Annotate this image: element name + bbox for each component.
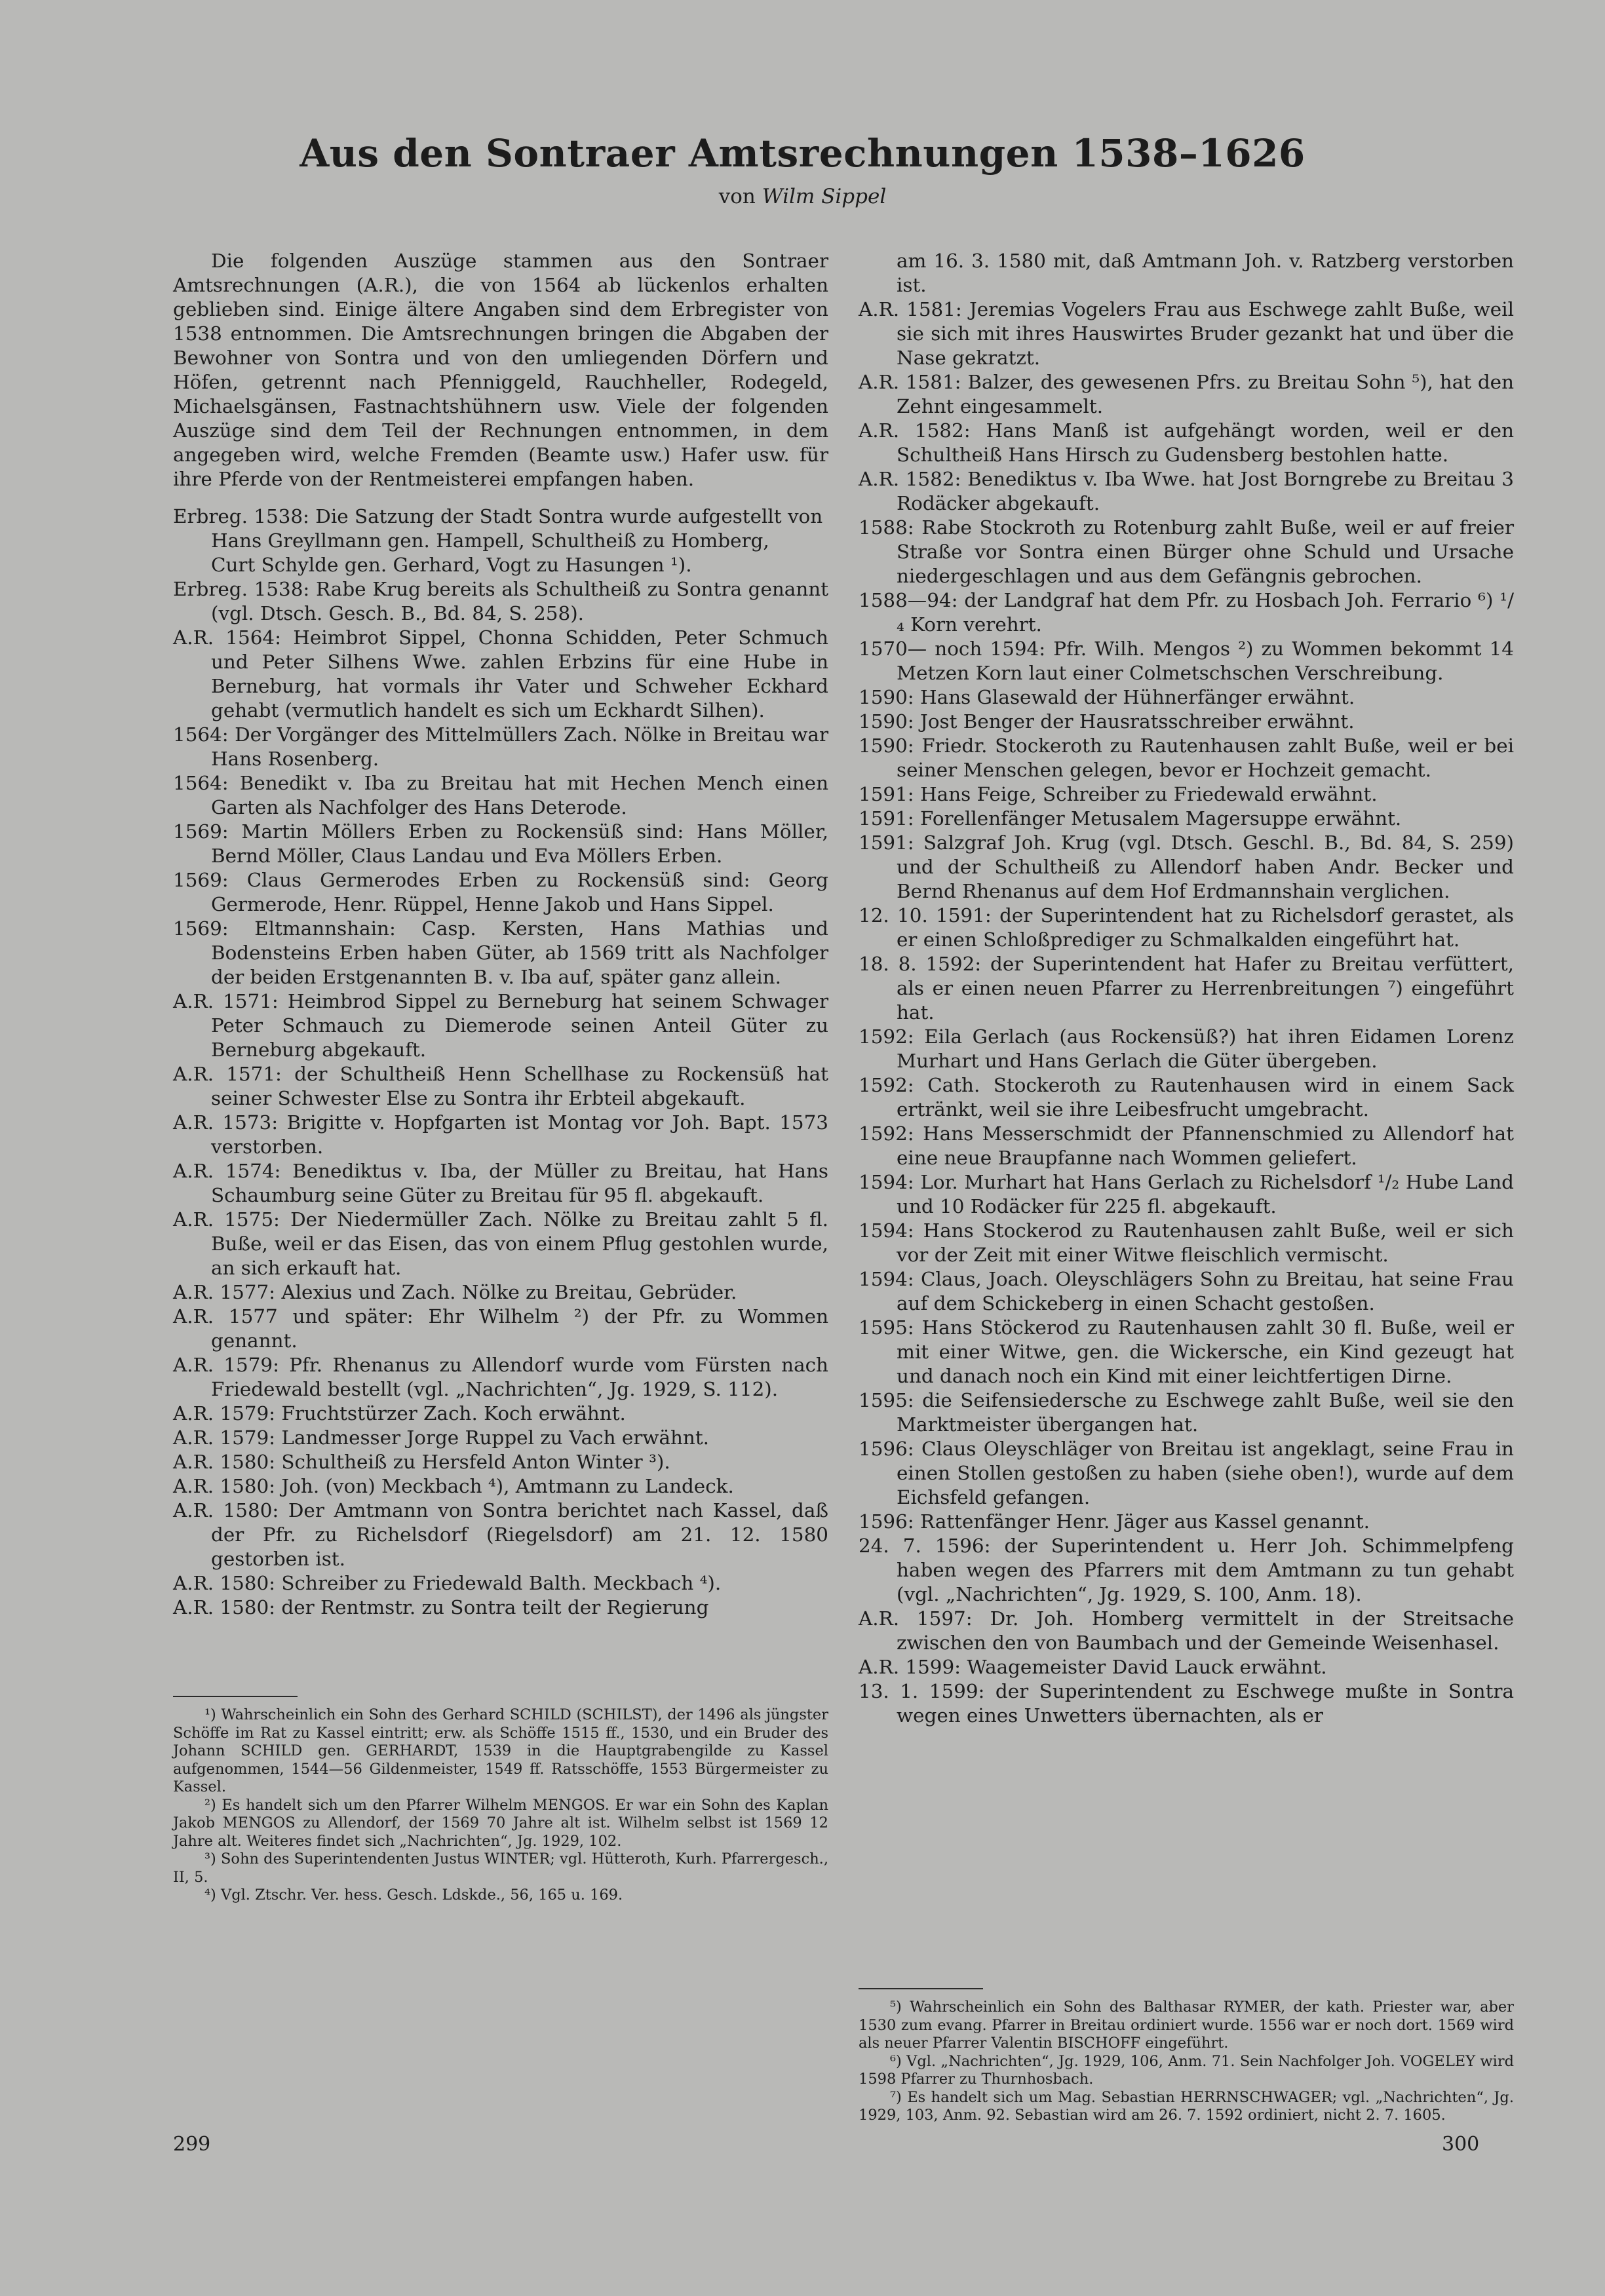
record-entry: 24. 7. 1596: der Superintendent u. Herr Joh. Schimmelpfeng haben wegen des Pfarrers mit dem Amtmann zu tun gehabt (vgl. „Nachrichten“, Jg. 1929, S. 100, Anm. 18).: [859, 1535, 1514, 1605]
record-entry: 1596: Claus Oleyschläger von Breitau ist angeklagt, seine Frau in einen Stollen gestoßen zu haben (siehe oben!), wurde auf dem Eichsfeld gefangen.: [859, 1438, 1514, 1508]
record-entry: 1591: Hans Feige, Schreiber zu Friedewald erwähnt.: [859, 783, 1378, 805]
record-entry: A.R. 1571: Heimbrod Sippel zu Berneburg hat seinem Schwager Peter Schmauch zu Diemerode seinen Anteil Güter zu Berneburg abgekauft.: [173, 990, 828, 1061]
footnote: ³) Sohn des Superintendenten Justus WINTER; vgl. Hütteroth, Kurh. Pfarrergesch., II, 5.: [173, 1850, 828, 1886]
record-entry: Erbreg. 1538: Die Satzung der Stadt Sontra wurde aufgestellt von: [173, 505, 823, 527]
record-entry: A.R. 1574: Benediktus v. Iba, der Müller zu Breitau, hat Hans Schaumburg seine Güter zu Breitau für 95 fl. abgekauft.: [173, 1160, 828, 1206]
record-entry: 1590: Jost Benger der Hausratsschreiber erwähnt.: [859, 710, 1355, 733]
record-entry: A.R. 1564: Heimbrot Sippel, Chonna Schidden, Peter Schmuch und Peter Silhens Wwe. zahlen Erbzins für eine Hube in Berneburg, hat vormals ihr Vater und Schweher Eckhard gehabt (vermutlich handelt es sich um Eckhardt Silhen).: [173, 626, 828, 721]
byline: [0, 185, 1605, 208]
footnote: ⁴) Vgl. Ztschr. Ver. hess. Gesch. Ldskde., 56, 165 u. 169.: [204, 1886, 623, 1904]
footnote-rule-right: [859, 1988, 983, 1989]
left-column: [173, 249, 828, 1620]
footnote-rule-left: [173, 1696, 298, 1697]
article-title: Aus den Sontraer Amtsrechnungen 1538–1626: [300, 131, 1305, 176]
record-entry: Curt Schylde gen. Gerhard, Vogt zu Hasungen ¹).: [211, 554, 692, 576]
author-name: Wilm Sippel: [762, 185, 887, 208]
record-entry: A.R. 1597: Dr. Joh. Homberg vermittelt in der Streitsache zwischen den von Baumbach und der Gemeinde Weisenhasel.: [859, 1607, 1514, 1654]
record-entry: A.R. 1579: Pfr. Rhenanus zu Allendorf wurde vom Fürsten nach Friedewald bestellt (vgl. „Nachrichten“, Jg. 1929, S. 112).: [173, 1354, 828, 1400]
record-entry: A.R. 1571: der Schultheiß Henn Schellhase zu Rockensüß hat seiner Schwester Else zu Sontra ihr Erbteil abgekauft.: [173, 1063, 828, 1109]
record-entry: 1594: Hans Stockerod zu Rautenhausen zahlt Buße, weil er sich vor der Zeit mit einer Witwe fleischlich vermischt.: [859, 1219, 1514, 1266]
record-entry: A.R. 1581: Jeremias Vogelers Frau aus Eschwege zahlt Buße, weil sie sich mit ihres Hauswirtes Bruder gezankt hat und über die Nase gekratzt.: [859, 298, 1514, 369]
record-entry: A.R. 1581: Balzer, des gewesenen Pfrs. zu Breitau Sohn ⁵), hat den Zehnt eingesammelt.: [859, 371, 1514, 417]
record-entry: Hans Greyllmann gen. Hampell, Schultheiß zu Homberg,: [211, 529, 769, 552]
record-entry: 1588: Rabe Stockroth zu Rotenburg zahlt Buße, weil er auf freier Straße vor Sontra einen Bürger ohne Schuld und Ursache niedergeschlagen und aus dem Gefängnis gebrochen.: [859, 516, 1514, 587]
record-entry: 1570— noch 1594: Pfr. Wilh. Mengos ²) zu Wommen bekommt 14 Metzen Korn laut einer Colmetschschen Verschreibung.: [859, 638, 1514, 684]
page-number-left: 299: [173, 2133, 211, 2156]
record-entry: A.R. 1579: Fruchtstürzer Zach. Koch erwähnt.: [173, 1402, 626, 1425]
footnotes-right: [859, 1999, 1514, 2125]
record-entry: A.R. 1580: Der Amtmann von Sontra berichtet nach Kassel, daß der Pfr. zu Richelsdorf (Riegelsdorf) am 21. 12. 1580 gestorben ist.: [173, 1499, 828, 1570]
record-entry: 1591: Forellenfänger Metusalem Magersuppe erwähnt.: [859, 807, 1402, 830]
record-entry: 1569: Martin Möllers Erben zu Rockensüß sind: Hans Möller, Bernd Möller, Claus Landau und Eva Möllers Erben.: [173, 820, 828, 867]
record-entry: 1595: die Seifensiedersche zu Eschwege zahlt Buße, weil sie den Marktmeister übergangen hat.: [859, 1389, 1514, 1436]
record-entry: 1596: Rattenfänger Henr. Jäger aus Kassel genannt.: [859, 1510, 1370, 1533]
right-column: [859, 249, 1514, 1728]
record-entry: A.R. 1580: Schreiber zu Friedewald Balth. Meckbach ⁴).: [173, 1572, 722, 1594]
record-entry: 1592: Eila Gerlach (aus Rockensüß?) hat ihren Eidamen Lorenz Murhart und Hans Gerlach die Güter übergeben.: [859, 1025, 1514, 1072]
record-entry: 13. 1. 1599: der Superintendent zu Eschwege mußte in Sontra wegen eines Unwetters übernachten, als er: [859, 1680, 1514, 1727]
intro-paragraph: Die folgenden Auszüge stammen aus den Sontraer Amtsrechnungen (A.R.), die von 1564 ab lückenlos erhalten geblieben sind. Einige ältere Angaben sind dem Erbregister von 1538 entnommen. Die Amtsrechnungen bringen die Abgaben der Bewohner von Sontra und von den umliegenden Dörfern und Höfen, getrennt nach Pfenniggeld, Rauchheller, Rodegeld, Michaelsgänsen, Fastnachtshühnern usw. Viele der folgenden Auszüge sind dem Teil der Rechnungen entnommen, in dem angegeben wird, welche Fremden (Beamte usw.) Hafer usw. für ihre Pferde von der Rentmeisterei empfangen haben.: [173, 250, 828, 490]
footnote: ⁷) Es handelt sich um Mag. Sebastian HERRNSCHWAGER; vgl. „Nachrichten“, Jg. 1929, 103, Anm. 92. Sebastian wird am 26. 7. 1592 ordiniert, nicht 2. 7. 1605.: [859, 2088, 1514, 2124]
record-entry: 12. 10. 1591: der Superintendent hat zu Richelsdorf gerastet, als er einen Schloßprediger zu Schmalkalden eingeführt hat.: [859, 904, 1514, 951]
record-entry: A.R. 1579: Landmesser Jorge Ruppel zu Vach erwähnt.: [173, 1426, 709, 1449]
footnotes-left: [173, 1706, 828, 1905]
record-entry: 1569: Eltmannshain: Casp. Kersten, Hans Mathias und Bodensteins Erben haben Güter, ab 1569 tritt als Nachfolger der beiden Erstgenannten B. v. Iba auf, später ganz allein.: [173, 917, 828, 988]
record-entry: 1590: Friedr. Stockeroth zu Rautenhausen zahlt Buße, weil er bei seiner Menschen gelegen, bevor er Hochzeit gemacht.: [859, 735, 1514, 781]
record-entry: am 16. 3. 1580 mit, daß Amtmann Joh. v. Ratzberg verstorben ist.: [897, 250, 1514, 296]
footnote: ²) Es handelt sich um den Pfarrer Wilhelm MENGOS. Er war ein Sohn des Kaplan Jakob MENGOS zu Allendorf, der 1569 70 Jahre alt ist. Wilhelm selbst ist 1569 12 Jahre alt. Weiteres findet sich „Nachrichten“, Jg. 1929, 102.: [173, 1796, 828, 1850]
footnote: ¹) Wahrscheinlich ein Sohn des Gerhard SCHILD (SCHILST), der 1496 als jüngster Schöffe im Rat zu Kassel eintritt; erw. als Schöffe 1515 ff., 1530, und ein Bruder des Johann SCHILD gen. GERHARDT, 1539 in die Hauptgrabengilde zu Kassel aufgenommen, 1544—56 Gildenmeister, 1549 ff. Ratsschöffe, 1553 Bürgermeister zu Kassel.: [173, 1706, 828, 1795]
record-entry: A.R. 1582: Benediktus v. Iba Wwe. hat Jost Borngrebe zu Breitau 3 Rodäcker abgekauft.: [859, 468, 1514, 514]
record-entry: 1591: Salzgraf Joh. Krug (vgl. Dtsch. Geschl. B., Bd. 84, S. 259) und der Schultheiß zu Allendorf haben Andr. Becker und Bernd Rhenanus auf dem Hof Erdmannshain verglichen.: [859, 832, 1514, 902]
record-entry: Erbreg. 1538: Rabe Krug bereits als Schultheiß zu Sontra genannt (vgl. Dtsch. Gesch. B., Bd. 84, S. 258).: [173, 578, 828, 624]
record-entry: A.R. 1580: Schultheiß zu Hersfeld Anton Winter ³).: [173, 1451, 670, 1473]
record-entry: 1594: Claus, Joach. Oleyschlägers Sohn zu Breitau, hat seine Frau auf dem Schickeberg in einen Schacht gestoßen.: [859, 1268, 1514, 1314]
record-entry: 1592: Cath. Stockeroth zu Rautenhausen wird in einem Sack ertränkt, weil sie ihre Leibesfrucht umgebracht.: [859, 1074, 1514, 1120]
byline-prefix: von: [718, 185, 756, 208]
record-entry: 1569: Claus Germerodes Erben zu Rockensüß sind: Georg Germerode, Henr. Rüppel, Henne Jakob und Hans Sippel.: [173, 869, 828, 915]
record-entry: 1590: Hans Glasewald der Hühnerfänger erwähnt.: [859, 686, 1355, 708]
record-entry: A.R. 1580: der Rentmstr. zu Sontra teilt der Regierung: [173, 1596, 709, 1618]
footnote: ⁶) Vgl. „Nachrichten“, Jg. 1929, 106, Anm. 71. Sein Nachfolger Joh. VOGELEY wird 1598 Pfarrer zu Thurnhosbach.: [859, 2052, 1514, 2088]
page-number-right: 300: [1442, 2133, 1480, 2156]
record-entry: A.R. 1575: Der Niedermüller Zach. Nölke zu Breitau zahlt 5 fl. Buße, weil er das Eisen, das von einem Pflug gestohlen wurde, an sich erkauft hat.: [173, 1208, 828, 1279]
record-entry: 1594: Lor. Murhart hat Hans Gerlach zu Richelsdorf ¹/₂ Hube Land und 10 Rodäcker für 225 fl. abgekauft.: [859, 1171, 1514, 1217]
record-entry: 1592: Hans Messerschmidt der Pfannenschmied zu Allendorf hat eine neue Braupfanne nach Wommen geliefert.: [859, 1122, 1514, 1169]
record-entry: 1588—94: der Landgraf hat dem Pfr. zu Hosbach Joh. Ferrario ⁶) ¹/₄ Korn verehrt.: [859, 589, 1514, 636]
record-entry: 1595: Hans Stöckerod zu Rautenhausen zahlt 30 fl. Buße, weil er mit einer Witwe, gen. die Wickersche, ein Kind gezeugt hat und danach noch ein Kind mit einer leichtfertigen Dirne.: [859, 1316, 1514, 1387]
record-entry: A.R. 1599: Waagemeister David Lauck erwähnt.: [859, 1656, 1327, 1678]
record-entry: A.R. 1573: Brigitte v. Hopfgarten ist Montag vor Joh. Bapt. 1573 verstorben.: [173, 1111, 828, 1158]
record-entry: A.R. 1577: Alexius und Zach. Nölke zu Breitau, Gebrüder.: [173, 1281, 737, 1303]
record-entry: 1564: Benedikt v. Iba zu Breitau hat mit Hechen Mench einen Garten als Nachfolger des Hans Deterode.: [173, 772, 828, 818]
footnote: ⁵) Wahrscheinlich ein Sohn des Balthasar RYMER, der kath. Priester war, aber 1530 zum evang. Pfarrer in Breitau ordiniert wurde. 1556 war er noch dort. 1569 wird als neuer Pfarrer Valentin BISCHOFF eingeführt.: [859, 1999, 1514, 2052]
record-entry: A.R. 1580: Joh. (von) Meckbach ⁴), Amtmann zu Landeck.: [173, 1475, 734, 1497]
record-entry: A.R. 1582: Hans Manß ist aufgehängt worden, weil er den Schultheiß Hans Hirsch zu Gudensberg bestohlen hatte.: [859, 419, 1514, 466]
record-entry: 18. 8. 1592: der Superintendent hat Hafer zu Breitau verfüttert, als er einen neuen Pfarrer zu Herrenbreitungen ⁷) eingeführt hat.: [859, 953, 1514, 1024]
record-entry: 1564: Der Vorgänger des Mittelmüllers Zach. Nölke in Breitau war Hans Rosenberg.: [173, 723, 828, 770]
record-entry: A.R. 1577 und später: Ehr Wilhelm ²) der Pfr. zu Wommen genannt.: [173, 1305, 828, 1352]
